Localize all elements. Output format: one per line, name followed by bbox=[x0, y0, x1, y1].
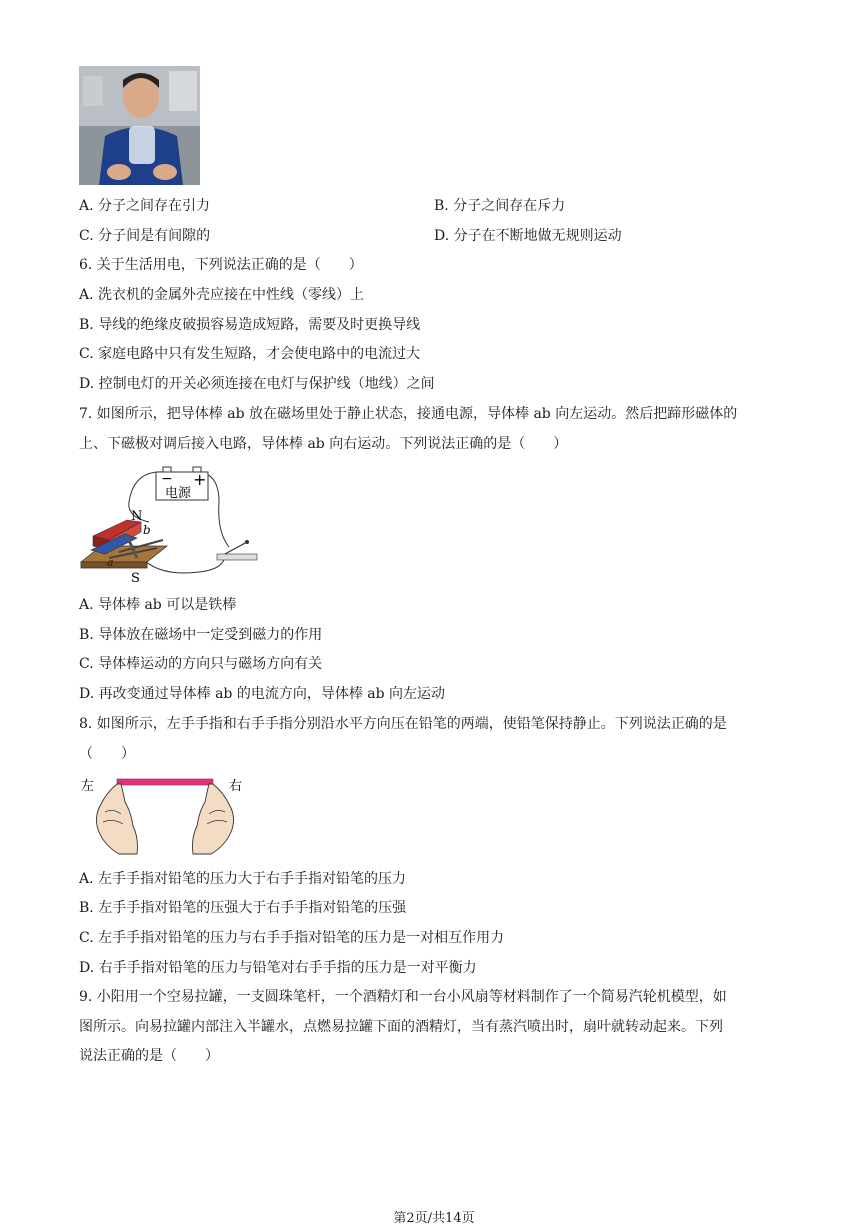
astronaut-photo-image bbox=[79, 66, 200, 185]
switch-lever bbox=[225, 542, 247, 554]
q5-option-c: C. 分子间是有间隙的 bbox=[79, 228, 211, 244]
q8-option-c: C. 左手手指对铅笔的压力与右手手指对铅笔的压力是一对相互作用力 bbox=[79, 930, 505, 946]
q7-stem-line1: 7. 如图所示，把导体棒 ab 放在磁场里处于静止状态，接通电源，导体棒 ab 向左运动。然后把蹄形磁体的 bbox=[79, 406, 738, 422]
right-label: 右 bbox=[229, 779, 243, 794]
page-number-footer: 第2页/共14页 bbox=[393, 1211, 475, 1226]
q6-option-c: C. 家庭电路中只有发生短路，才会使电路中的电流过大 bbox=[79, 346, 421, 362]
q8-option-a: A. 左手手指对铅笔的压力大于右手手指对铅笔的压力 bbox=[79, 871, 407, 887]
pencil bbox=[117, 779, 213, 785]
q7-option-a: A. 导体棒 ab 可以是铁棒 bbox=[79, 597, 237, 613]
q8-pencil-hands-diagram bbox=[79, 772, 249, 858]
q7-option-c: C. 导体棒运动的方向只与磁场方向有关 bbox=[79, 656, 323, 672]
q9-stem-line2: 图所示。向易拉罐内部注入半罐水，点燃易拉罐下面的酒精灯，当有蒸汽喷出时，扇叶就转动起来。下列 bbox=[79, 1019, 723, 1035]
south-pole-label: S bbox=[131, 571, 140, 584]
q7-figure bbox=[79, 462, 261, 584]
left-label: 左 bbox=[81, 779, 95, 794]
q9-stem-line1: 9. 小阳用一个空易拉罐，一支圆珠笔杆，一个酒精灯和一台小风扇等材料制作了一个简易汽轮机模型，如 bbox=[79, 989, 727, 1005]
q7-option-d: D. 再改变通过导体棒 ab 的电流方向，导体棒 ab 向左运动 bbox=[79, 686, 446, 702]
q8-option-b: B. 左手手指对铅笔的压强大于右手手指对铅笔的压强 bbox=[79, 900, 407, 916]
q5-option-d: D. 分子在不断地做无规则运动 bbox=[434, 228, 622, 244]
q8-stem-line1: 8. 如图所示，左手手指和右手手指分别沿水平方向压在铅笔的两端，使铅笔保持静止。下列说法正确的是 bbox=[79, 716, 727, 732]
q6-option-a: A. 洗衣机的金属外壳应接在中性线（零线）上 bbox=[79, 287, 365, 303]
power-label: 电源 bbox=[165, 486, 192, 501]
q6-option-d: D. 控制电灯的开关必须连接在电灯与保护线（地线）之间 bbox=[79, 376, 435, 392]
battery-plus: + bbox=[193, 470, 207, 489]
q7-circuit-diagram bbox=[79, 462, 261, 584]
rod-end-a-label: a bbox=[107, 556, 114, 569]
q6-option-b: B. 导线的绝缘皮破损容易造成短路，需要及时更换导线 bbox=[79, 317, 421, 333]
left-hand bbox=[96, 784, 137, 854]
q5-option-b: B. 分子之间存在斥力 bbox=[434, 198, 566, 214]
rod-end-b-label: b bbox=[143, 523, 151, 537]
q9-stem-line3: 说法正确的是（ ） bbox=[79, 1048, 219, 1064]
q5-photo bbox=[79, 66, 200, 185]
q8-stem-line2: （ ） bbox=[79, 746, 135, 762]
right-hand bbox=[193, 784, 234, 854]
battery-minus: − bbox=[161, 471, 173, 487]
q5-option-a: A. 分子之间存在引力 bbox=[79, 198, 211, 214]
q7-stem-line2: 上、下磁极对调后接入电路，导体棒 ab 向右运动。下列说法正确的是（ ） bbox=[79, 436, 568, 452]
q6-stem: 6. 关于生活用电，下列说法正确的是（ ） bbox=[79, 257, 363, 273]
q8-figure bbox=[79, 772, 249, 858]
q7-option-b: B. 导体放在磁场中一定受到磁力的作用 bbox=[79, 627, 323, 643]
q8-option-d: D. 右手手指对铅笔的压力与铅笔对右手手指的压力是一对平衡力 bbox=[79, 960, 477, 976]
north-pole-label: N bbox=[131, 509, 143, 524]
